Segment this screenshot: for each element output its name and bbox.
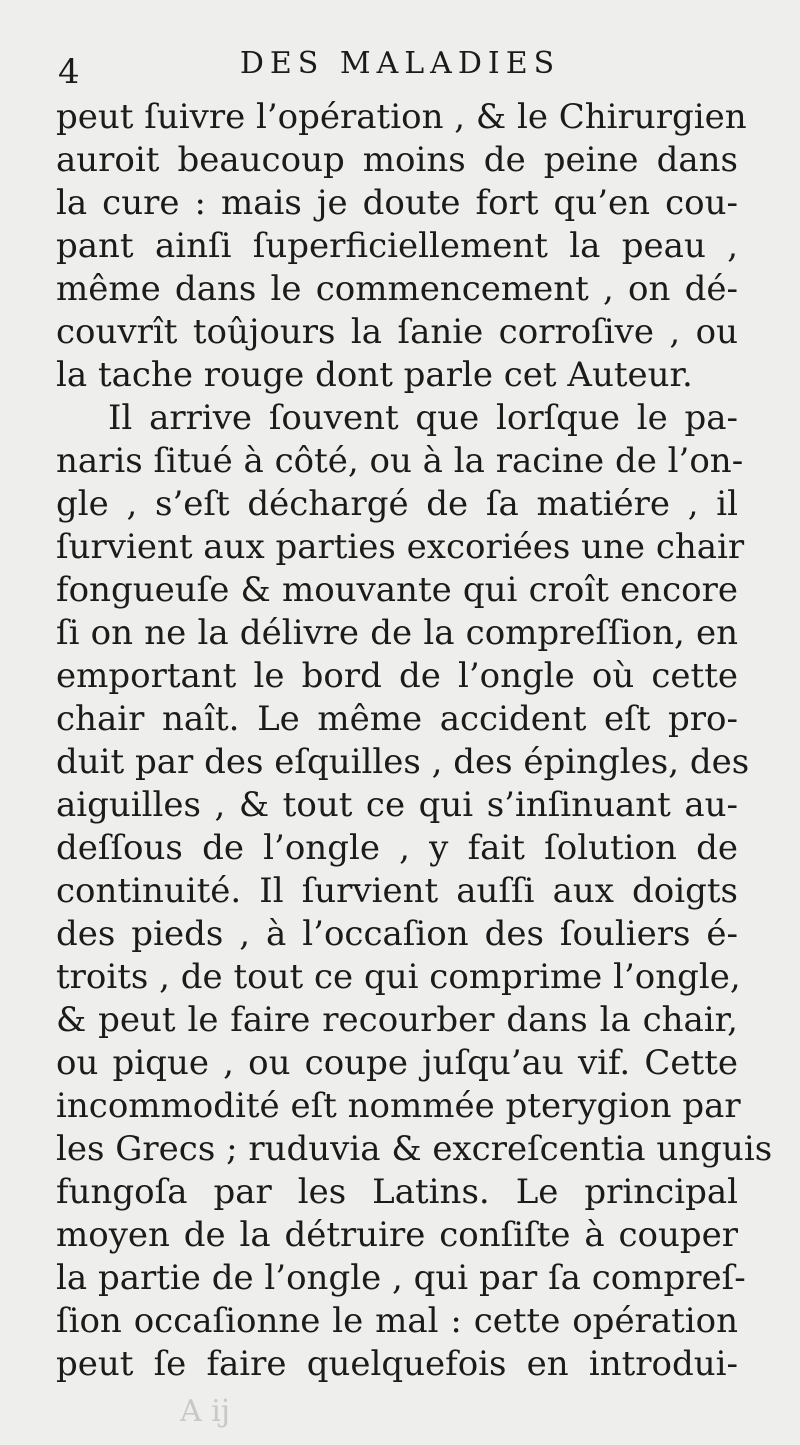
text-line: les Grecs ; ruduvia & excreſcentia unguis (56, 1129, 773, 1169)
text-line: aiguilles , & tout ce qui s’inſinuant au- (56, 785, 738, 825)
text-line: ſurvient aux parties excoriées une chair (56, 527, 745, 567)
text-line: la cure : mais je doute fort qu’en cou- (56, 183, 738, 223)
text-line: même dans le commencement , on dé- (56, 269, 738, 309)
text-line: emportant le bord de l’ongle où cette (56, 656, 738, 696)
text-line: Il arrive ſouvent que lorſque le pa- (108, 398, 738, 438)
text-line: peut ſuivre l’opération , & le Chirurgien (56, 97, 747, 137)
text-line: troits , de tout ce qui comprime l’ongle, (56, 957, 741, 997)
text-line: continuité. Il ſurvient auſſi aux doigts (56, 871, 738, 911)
text-line: couvrît toûjours la ſanie corroſive , ou (56, 312, 738, 352)
page-number: 4 (58, 52, 80, 92)
text-line: moyen de la détruire conſiſte à couper (56, 1215, 738, 1255)
body-text (56, 96, 773, 1386)
text-line: & peut le faire recourber dans la chair, (56, 1000, 738, 1040)
text-line: fongueuſe & mouvante qui croît encore (56, 570, 738, 610)
text-line: ou pique , ou coupe juſqu’au vif. Cette (56, 1043, 738, 1083)
text-line: duit par des eſquilles , des épingles, des (56, 742, 750, 782)
text-line: deſſous de l’ongle , y fait ſolution de (56, 828, 738, 868)
text-line: ſion occaſionne le mal : cette opération (56, 1301, 738, 1341)
text-line: la partie de l’ongle , qui par ſa compreſ- (56, 1258, 746, 1298)
signature-mark: A ij (180, 1394, 231, 1429)
text-line: chair naît. Le même accident eſt pro- (56, 699, 738, 739)
text-line: naris ſitué à côté, ou à la racine de l’on- (56, 441, 744, 481)
text-line: fungoſa par les Latins. Le principal (56, 1172, 738, 1212)
text-line: ſi on ne la délivre de la compreſſion, en (56, 613, 738, 653)
text-line: peut ſe faire quelquefois en introdui- (56, 1344, 738, 1384)
running-title: DES MALADIES (239, 46, 561, 81)
text-line: pant ainſi ſuperficiellement la peau , (56, 226, 738, 266)
text-line: incommodité eſt nommée pterygion par (56, 1086, 741, 1126)
text-line: des pieds , à l’occaſion des ſouliers é- (56, 914, 738, 954)
text-line: gle , s’eſt déchargé de ſa matiére , il (56, 484, 738, 524)
text-line: auroit beaucoup moins de peine dans (56, 140, 738, 180)
text-line: la tache rouge dont parle cet Auteur. (56, 355, 693, 395)
